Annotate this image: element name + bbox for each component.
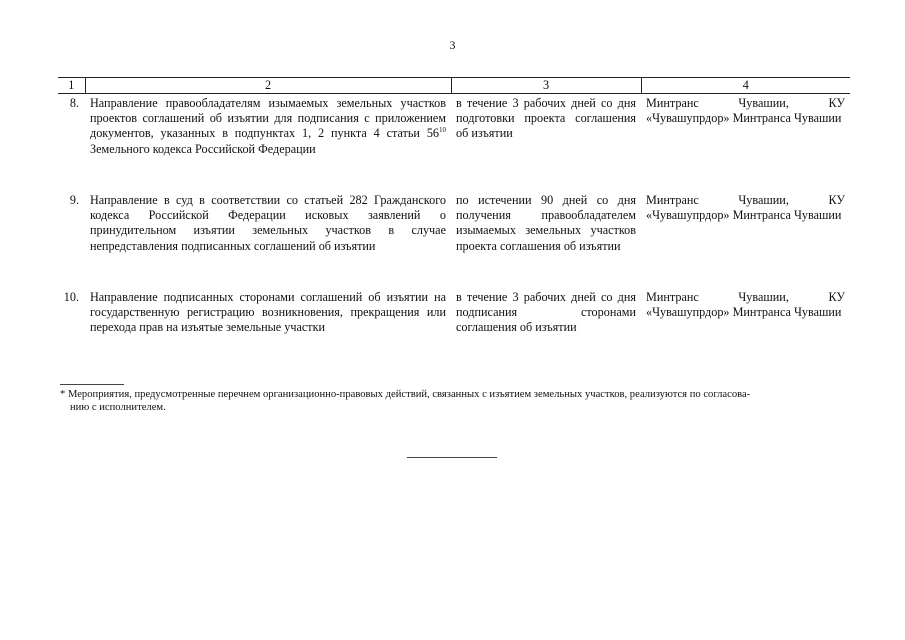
footnote xyxy=(60,388,848,414)
row-action-text: Направление в суд в соответствии со статьей 282 Гражданского кодекса Российской Федерации исковых заявлений о принудительном изъятии земельных участков в случае непредставления подписанных соглашений об изъятии xyxy=(90,193,446,253)
row-executor: Минтранс Чувашии, КУ «Чувашупрдор» Минтранса Чувашии xyxy=(646,96,845,126)
table-row xyxy=(58,288,850,372)
measures-table xyxy=(58,77,850,372)
row-action xyxy=(85,288,451,372)
column-header-number: 1 xyxy=(58,78,85,94)
row-action-text: Направление правообладателям изымаемых земельных участков проектов соглашений об изъятии для подписания с приложением документов, указанных в подпунктах 1, 2 пункта 4 статьи 56 xyxy=(90,96,446,141)
footnote-text-continued: нию с исполнителем. xyxy=(70,402,166,413)
footnote-text: Мероприятия, предусмотренные перечнем организационно-правовых действий, связанных с изъятием земельных участков, реализуются по согласова- xyxy=(65,389,751,400)
footnote-reference: 10 xyxy=(439,126,446,135)
end-of-document-rule xyxy=(407,457,497,458)
row-term: по истечении 90 дней со дня получения правообладателем изымаемых земельных участков проекта соглашения об изъятии xyxy=(456,193,636,253)
table-row xyxy=(58,191,850,288)
row-number: 8. xyxy=(69,96,79,110)
row-number: 10. xyxy=(63,290,79,304)
row-executor: Минтранс Чувашии, КУ «Чувашупрдор» Минтранса Чувашии xyxy=(646,290,845,320)
row-term: в течение 3 рабочих дней со дня подписания сторонами соглашения об изъятии xyxy=(456,290,636,335)
row-action-text-continued: Земельного кодекса Российской Федерации xyxy=(90,141,316,156)
footnote-divider xyxy=(60,384,124,385)
table-row xyxy=(58,94,850,192)
row-number: 9. xyxy=(69,193,79,207)
page-number: 3 xyxy=(449,38,456,52)
column-header-action: 2 xyxy=(85,78,451,94)
row-executor: Минтранс Чувашии, КУ «Чувашупрдор» Минтранса Чувашии xyxy=(646,193,845,223)
row-action xyxy=(85,191,451,288)
table-header-row xyxy=(58,78,850,94)
column-header-term: 3 xyxy=(451,78,641,94)
footnote-marker: * xyxy=(60,389,66,400)
row-action xyxy=(85,94,451,192)
column-header-executor: 4 xyxy=(641,78,850,94)
row-action-text: Направление подписанных сторонами соглашений об изъятии на государственную регистрацию возникновения, прекращения или перехода прав на изъятые земельные участки xyxy=(90,290,446,335)
row-term: в течение 3 рабочих дней со дня подготовки проекта соглашения об изъятии xyxy=(456,96,636,141)
